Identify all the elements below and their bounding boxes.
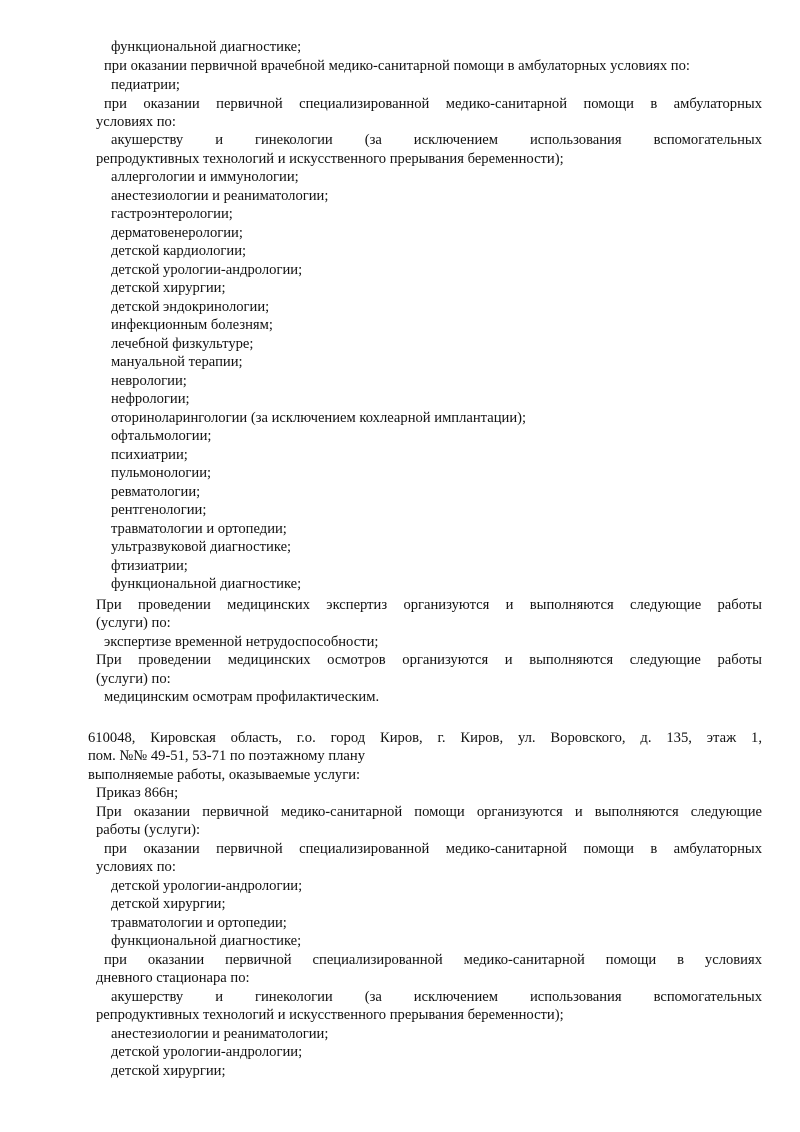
text-line: при оказании первичной специализированной медико-санитарной помощи в амбулаторных: [104, 841, 762, 857]
text-line: пульмонологии;: [111, 465, 212, 481]
text-line: педиатрии;: [111, 77, 180, 93]
text-line: (услуги) по:: [96, 615, 171, 631]
text-line: рентгенологии;: [111, 502, 207, 518]
text-line: При проведении медицинских осмотров организуются и выполняются следующие работы: [96, 652, 762, 668]
text-line: медицинским осмотрам профилактическим.: [104, 689, 380, 705]
text-line: аллергологии и иммунологии;: [111, 169, 299, 185]
text-line: (услуги) по:: [96, 671, 171, 687]
text-line: детской эндокринологии;: [111, 299, 270, 315]
text-line: лечебной физкультуре;: [111, 336, 254, 352]
text-line: детской хирургии;: [111, 280, 226, 296]
text-line: При проведении медицинских экспертиз организуются и выполняются следующие работы: [96, 597, 762, 613]
text-line: экспертизе временной нетрудоспособности;: [104, 634, 379, 650]
text-line: ревматологии;: [111, 484, 201, 500]
text-line: фтизиатрии;: [111, 558, 188, 574]
text-line: травматологии и ортопедии;: [111, 521, 287, 537]
text-line: функциональной диагностике;: [111, 39, 302, 55]
text-line: функциональной диагностике;: [111, 576, 302, 592]
text-line: детской хирургии;: [111, 1063, 226, 1079]
text-line: условиях по:: [96, 859, 176, 875]
text-line: при оказании первичной специализированной медико-санитарной помощи в амбулаторных: [104, 96, 762, 112]
text-line: детской кардиологии;: [111, 243, 247, 259]
text-line: детской урологии-андрологии;: [111, 878, 303, 894]
text-line: репродуктивных технологий и искусственного прерывания беременности);: [96, 151, 564, 167]
text-line: при оказании первичной специализированной медико-санитарной помощи в условиях: [104, 952, 762, 968]
text-line: нефрологии;: [111, 391, 190, 407]
text-line: выполняемые работы, оказываемые услуги:: [88, 767, 361, 783]
text-line: детской хирургии;: [111, 896, 226, 912]
text-line: репродуктивных технологий и искусственного прерывания беременности);: [96, 1007, 564, 1023]
text-line: травматологии и ортопедии;: [111, 915, 287, 931]
address-line: пом. №№ 49-51, 53-71 по поэтажному плану: [88, 748, 366, 764]
text-line: анестезиологии и реаниматологии;: [111, 1026, 329, 1042]
text-line: ультразвуковой диагностике;: [111, 539, 292, 555]
text-line: мануальной терапии;: [111, 354, 243, 370]
text-line: детской урологии-андрологии;: [111, 1044, 303, 1060]
text-line: работы (услуги):: [96, 822, 201, 838]
text-line: психиатрии;: [111, 447, 188, 463]
text-line: гастроэнтерологии;: [111, 206, 233, 222]
text-line: офтальмологии;: [111, 428, 212, 444]
text-line: инфекционным болезням;: [111, 317, 273, 333]
text-line: функциональной диагностике;: [111, 933, 302, 949]
text-line: при оказании первичной врачебной медико-санитарной помощи в амбулаторных условиях по:: [104, 58, 690, 74]
text-line: дерматовенерологии;: [111, 225, 243, 241]
text-line: оториноларингологии (за исключением кохлеарной имплантации);: [111, 410, 527, 426]
text-line: анестезиологии и реаниматологии;: [111, 188, 329, 204]
address-line: 610048, Кировская область, г.о. город Киров, г. Киров, ул. Воровского, д. 135, этаж 1,: [88, 730, 762, 746]
text-line: При оказании первичной медико-санитарной помощи организуются и выполняются следующие: [96, 804, 762, 820]
text-line: Приказ 866н;: [96, 785, 179, 801]
text-line: условиях по:: [96, 114, 176, 130]
text-line: акушерству и гинекологии (за исключением использования вспомогательных: [111, 989, 762, 1005]
text-line: неврологии;: [111, 373, 187, 389]
text-line: дневного стационара по:: [96, 970, 250, 986]
text-line: акушерству и гинекологии (за исключением использования вспомогательных: [111, 132, 762, 148]
text-line: детской урологии-андрологии;: [111, 262, 303, 278]
